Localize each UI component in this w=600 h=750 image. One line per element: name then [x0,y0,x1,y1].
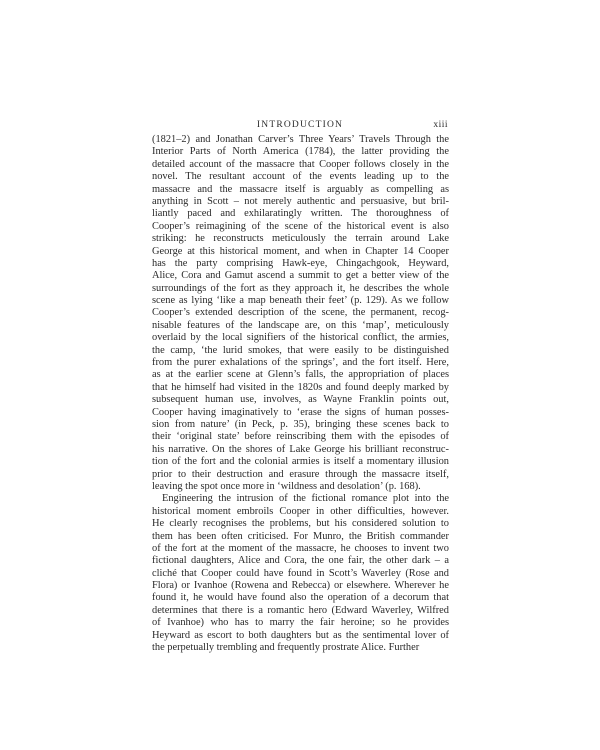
text-line: subsequent human use, involves, as Wayne Franklin points out, [152,394,449,406]
text-line: fictional daughters, Alice and Cora, the one fair, the other dark – a [152,555,449,567]
text-line: his narrative. On the shores of Lake George his brilliant reconstruc- [152,443,449,455]
text-line: tion of the fort and the colonial armies is itself a momentary illusion [152,456,449,468]
text-line: detailed account of the massacre that Cooper follows closely in the [152,158,449,170]
body-text [152,134,449,654]
text-line: of Ivanhoe) who has to marry the fair heroine; so he provides [152,617,449,629]
text-line: Cooper’s reimagining of the scene of the historical event is also [152,220,449,232]
text-line: George at this historical moment, and when in Chapter 14 Cooper [152,245,449,257]
text-line: Alice, Cora and Gamut ascend a summit to get a better view of the [152,270,449,282]
text-line: anything in Scott – not merely authentic and persuasive, but bril- [152,195,449,207]
text-line: Interior Parts of North America (1784), the latter providing the [152,146,449,158]
text-line: Heyward as escort to both daughters but as the sentimental lover of [152,629,449,641]
text-line: found it, he would have found also the operation of a decorum that [152,592,449,604]
text-line: has the party comprising Hawk-eye, Chingachgook, Heyward, [152,257,449,269]
running-head [152,120,448,134]
text-line: Cooper having imaginatively to ‘erase the signs of human posses- [152,406,449,418]
text-line: determines that there is a romantic hero (Edward Waverley, Wilfred [152,604,449,616]
text-line: prior to their destruction and erasure through the massacre itself, [152,468,449,480]
text-line: He clearly recognises the problems, but his considered solution to [152,518,449,530]
text-line: surroundings of the fort as they approach it, he describes the whole [152,282,449,294]
text-line: striking: he reconstructs meticulously the terrain around Lake [152,233,449,245]
text-line: massacre and the massacre itself is arguably as compelling as [152,183,449,195]
text-line: (1821–2) and Jonathan Carver’s Three Years’ Travels Through the [152,134,449,145]
text-line: leaving the spot once more in ‘wildness and desolation’ (p. 168). [152,480,421,492]
paragraph [152,134,449,493]
text-line: liantly paced and exhilaratingly written. The thoroughness of [152,208,449,220]
running-head-title: INTRODUCTION [256,120,344,130]
text-line: Cooper’s extended description of the scene, the permanent, recog- [152,307,449,319]
text-line: Flora) or Ivanhoe (Rowena and Rebecca) or elsewhere. Wherever he [152,580,449,592]
text-line: cliché that Cooper could have found in Scott’s Waverley (Rose and [152,567,449,579]
text-line: that he himself had visited in the 1820s and found deeply marked by [152,381,449,393]
text-line: overlaid by the local signifiers of the historical conflict, the armies, [152,332,449,344]
paragraph [152,493,449,654]
text-line: novel. The resultant account of the events leading up to the [152,171,449,183]
text-line: historical moment embroils Cooper in other difficulties, however. [152,505,449,517]
text-line: their ‘original state’ before reinscribing them with the episodes of [152,431,449,443]
text-line: Engineering the intrusion of the fictional romance plot into the [162,493,449,505]
text-line: scene as lying ‘like a map beneath their feet’ (p. 129). As we follow [152,295,449,307]
text-line: from the purer exhalations of the springs’, and the fort itself. Here, [152,357,449,369]
text-line: sion from nature’ (in Peck, p. 35), bringing these scenes back to [152,418,449,430]
text-line: the camp, ‘the lurid smokes, that were easily to be distinguished [152,344,449,356]
page-number: xiii [433,120,448,130]
text-line: the perpetually trembling and frequently prostrate Alice. Further [152,642,420,654]
text-line: them has been often criticised. For Munro, the British commander [152,530,449,542]
text-line: as at the earlier scene at Glenn’s falls, the appropriation of places [152,369,449,381]
text-line: nisable features of the landscape are, on this ‘map’, meticulously [152,319,449,331]
text-line: of the fort at the moment of the massacre, he chooses to invent two [152,542,449,554]
